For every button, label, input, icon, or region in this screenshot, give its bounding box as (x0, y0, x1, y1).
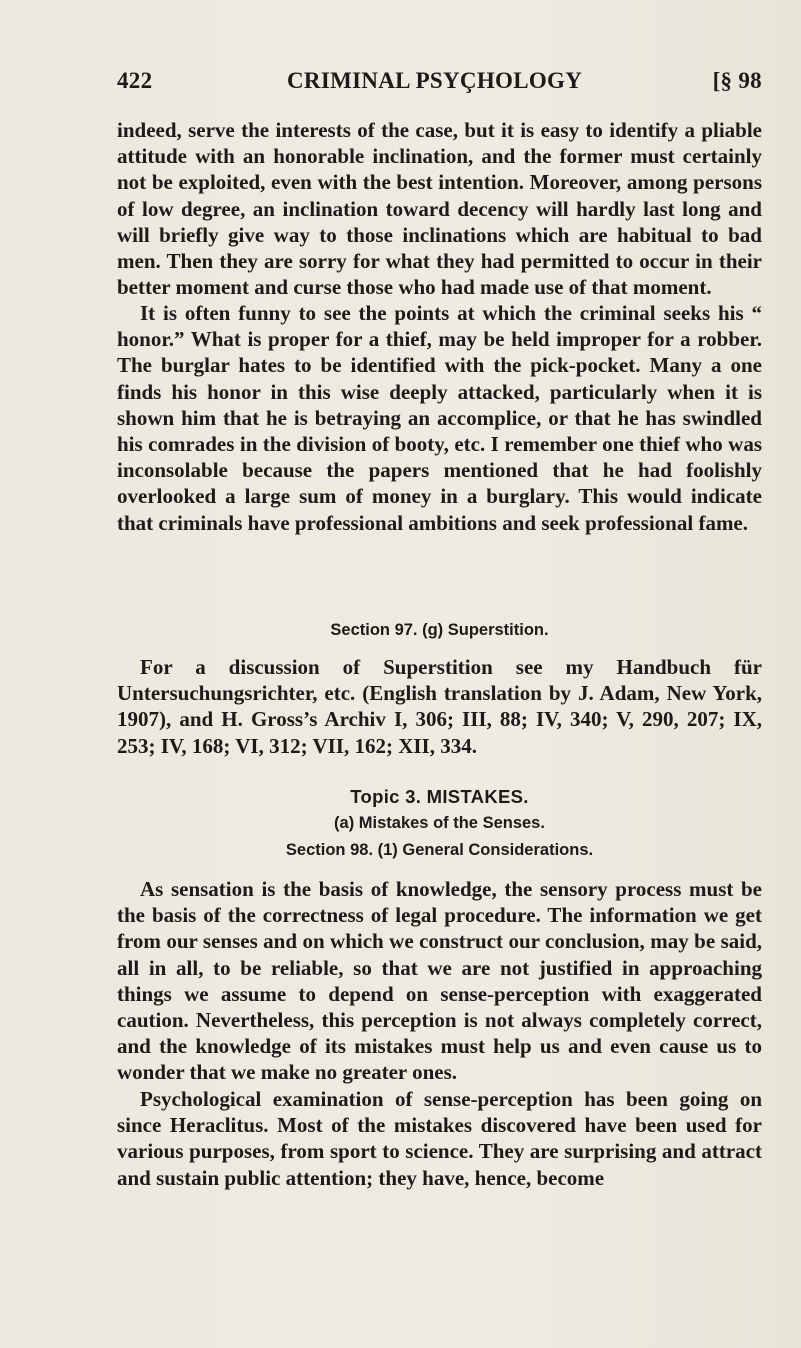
book-title: CRIMINAL PSYÇHOLOGY (287, 68, 583, 93)
paragraph-sensation: As sensation is the basis of knowledge, the sensory process must be the basis of the correctness of legal procedure. The information we get from our senses and on which we construct our conclusion, may be said, all in all, to be reliable, so that we are not justified in approaching things we assume to depend on sense-perception with exaggerated caution. Nevertheless, this perception is not always completely correct, and the knowledge of its mistakes must help us and even cause us to wonder that we make no greater ones. (117, 877, 762, 1085)
paragraph-honor: It is often funny to see the points at which the criminal seeks his “ honor.” What is proper for a thief, may be held improper for a robber. The burglar hates to be identified with the pick-pocket. Many a one finds his honor in this wise deeply attacked, particularly when it is shown him that he is betraying an accomplice, or that he has swindled his comrades in the division of booty, etc. I remember one thief who was inconsolable because the papers mentioned that he had foolishly overlooked a large sum of money in a burglary. This would indicate that criminals have professional ambitions and seek professional fame. (117, 301, 762, 535)
topic-3-heading: Topic 3. MISTAKES. (350, 786, 529, 807)
paragraph-psychological-examination: Psychological examination of sense-perception has been going on since Heraclitus. Most of the mistakes discovered have been used for various purposes, from sport to science. They are surprising and attract and sustain public attention; they have, hence, become (117, 1087, 762, 1190)
section-97-heading: Section 97. (g) Superstition. (330, 621, 549, 639)
page-number: 422 (117, 68, 153, 93)
paragraph-superstition: For a discussion of Superstition see my Handbuch für Untersuchungsrichter, etc. (English translation by J. Adam, New York, 1907), and H. Gross’s Archiv I, 306; III, 88; IV, 340; V, 290, 207; IX, 253; IV, 168; VI, 312; VII, 162; XII, 334. (117, 655, 762, 758)
section-reference: [§ 98 (712, 68, 762, 93)
subheading-mistakes-of-senses: (a) Mistakes of the Senses. (334, 814, 545, 832)
section-98-heading: Section 98. (1) General Considerations. (285, 841, 594, 859)
paragraph-continued: indeed, serve the interests of the case, but it is easy to identify a pliable attitude with an honorable inclination, and the former must certainly not be exploited, even with the best intention. Moreover, among persons of low degree, an inclination toward decency will hardly last long and will briefly give way to those inclinations which are habitual to bad men. Then they are sorry for what they had permitted to occur in their better moment and curse those who had made use of that moment. (117, 118, 762, 300)
running-head (117, 68, 762, 98)
